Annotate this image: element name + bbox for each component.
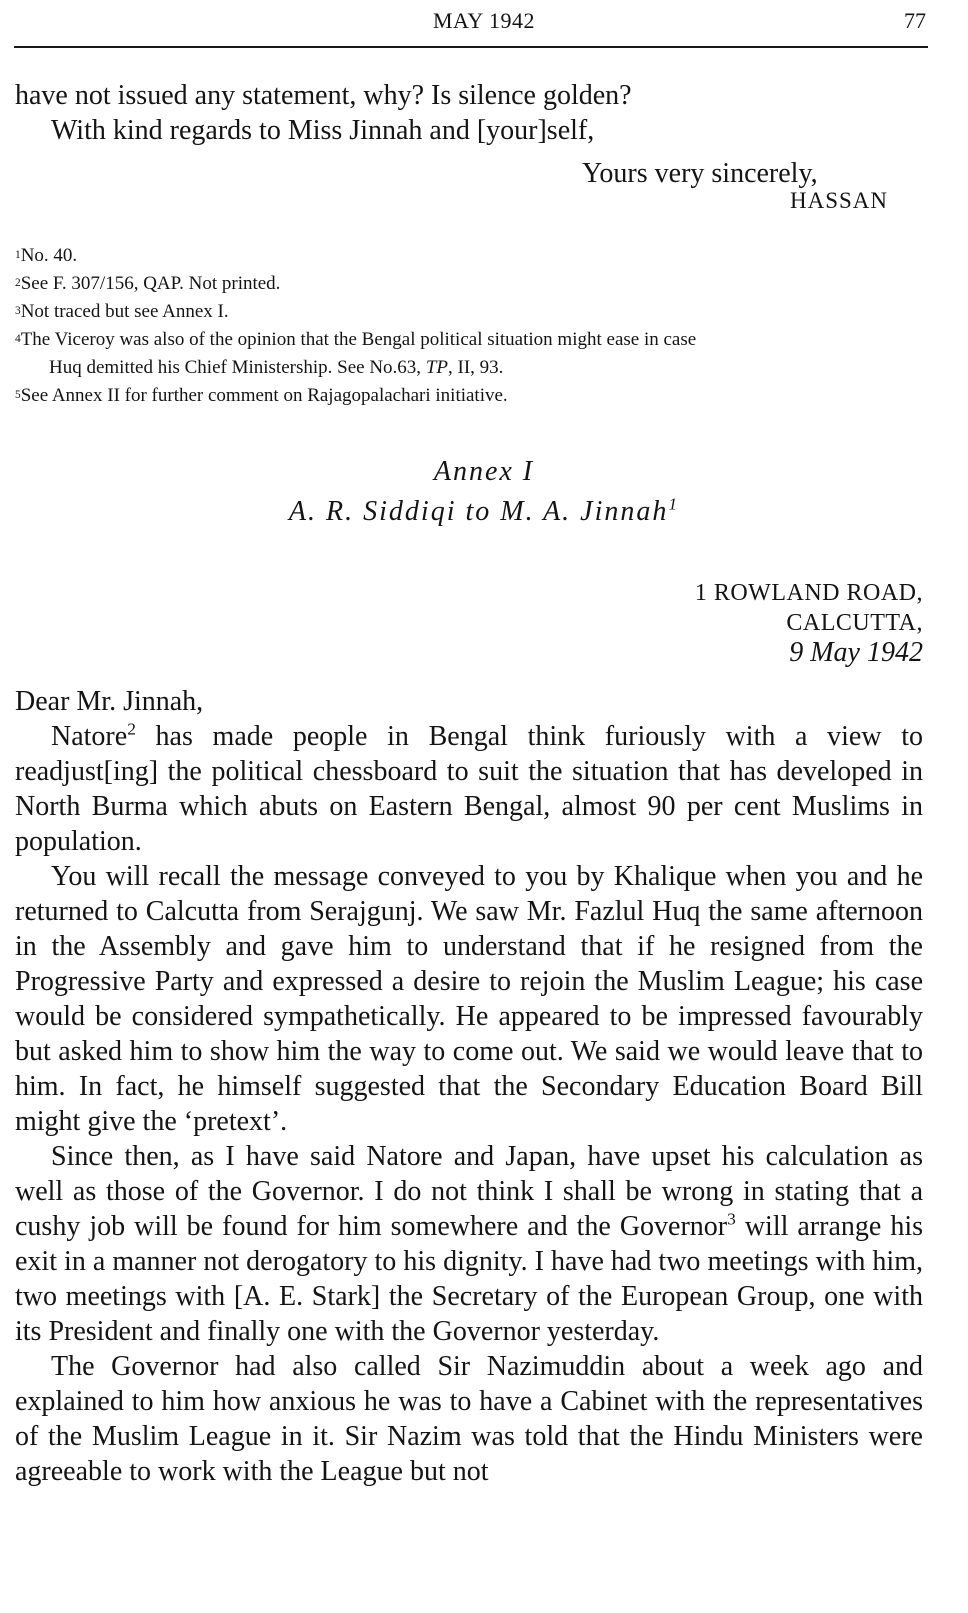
closing: Yours very sincerely, (582, 158, 818, 189)
address-line-1: 1 ROWLAND ROAD, (694, 580, 923, 606)
signature: HASSAN (789, 188, 888, 213)
footnote-4: $^4$The Viceroy was also of the opinion that the Bengal political situation might ease in case (15, 329, 697, 350)
letter-line-2: With kind regards to Miss Jinnah and [your]self, (51, 115, 595, 146)
paragraph-3: Since then, as I have said Natore and Japan, have upset his calculation as well as those of the Governor. I do not think I shall be wrong in stating that a cushy job will be found for him somewhere and the Governor$^3$ will arrange his exit in a manner not derogatory to his dignity. I have had two meetings with him, two meetings with [A. E. Stark] the Secretary of the European Group, one with its President and finally one with the Governor yesterday. (15, 1141, 923, 1347)
letter-end (15, 78, 923, 148)
footnote-4-continued: Huq demitted his Chief Ministership. See No.63, TP, II, 93. (49, 357, 504, 378)
footnote-2: $^2$See F. 307/156, QAP. Not printed. (15, 273, 281, 294)
letter-line-1: have not issued any statement, why? Is silence golden? (15, 80, 632, 111)
footnotes (15, 242, 923, 410)
running-head: MAY 1942 (432, 8, 535, 33)
header-rule (14, 46, 928, 48)
page-header (0, 8, 968, 38)
letter-date: 9 May 1942 (789, 637, 923, 668)
footnote-1: $^1$No. 40. (15, 245, 78, 266)
paragraph-4: The Governor had also called Sir Nazimuddin about a week ago and explained to him how anxious he was to have a Cabinet with the representatives of the Muslim League in it. Sir Nazim was told that the Hindu Ministers were agreeable to work with the League but not (15, 1351, 923, 1487)
footnote-3: $^3$Not traced but see Annex I. (15, 301, 229, 322)
annex-subtitle: A. R. Siddiqi to M. A. Jinnah$^1$ (288, 494, 680, 527)
address-line-2: CALCUTTA, (786, 610, 923, 636)
paragraph-1: Natore$^2$ has made people in Bengal think furiously with a view to readjust[ing] the political chessboard to suit the situation that has developed in North Burma which abuts on Eastern Bengal, almost 90 per cent Muslims in population. (15, 719, 923, 857)
paragraph-2: You will recall the message conveyed to you by Khalique when you and he returned to Calcutta from Serajgunj. We saw Mr. Fazlul Huq the same afternoon in the Assembly and gave him to understand that if he resigned from the Progressive Party and expressed a desire to rejoin the Muslim League; his case would be considered sympathetically. He appeared to be impressed favourably but asked him to show him the way to come out. We said we would leave that to him. In fact, he himself suggested that the Secondary Education Board Bill might give the ‘pretext’. (15, 861, 923, 1137)
letter-body (15, 684, 923, 1489)
salutation: Dear Mr. Jinnah, (15, 686, 204, 717)
footnote-5: $^5$See Annex II for further comment on Rajagopalachari initiative. (15, 385, 508, 406)
page-number: 77 (904, 8, 926, 33)
annex-title: Annex I (433, 456, 535, 487)
